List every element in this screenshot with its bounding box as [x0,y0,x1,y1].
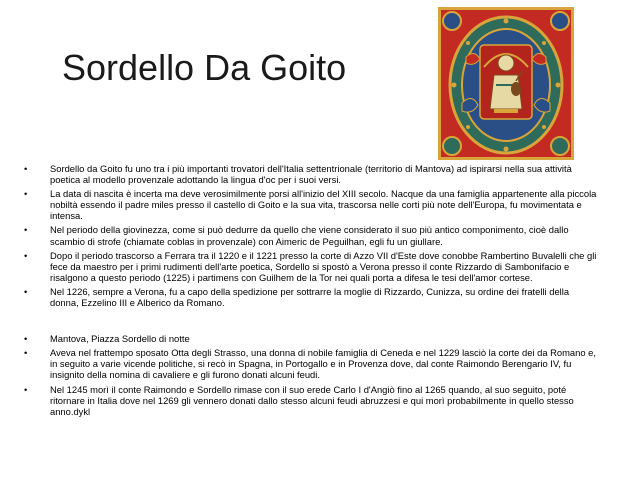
bullet-marker: • [24,188,28,200]
bullet-marker: • [24,249,28,261]
bullet-text: Aveva nel frattempo sposato Otta degli Strasso, una donna di nobile famiglia di Ceneda e nel 1229 lasciò la corte dei da Romano e, in seguito a varie vicende politiche, si recò in Spagna, in Portogallo e in Provenza dove, dal conte Raimondo Berengario IV, fu insignito della nomina di cavaliere e gli furono donati alcuni feudi. [50,347,597,381]
bullet-text: Nel periodo della giovinezza, come si può dedurre da quello che viene considerato il suo più antico componimento, cioè dallo scambio di strofe (chiamate coblas in provenzale) con Aimeric de Peguilhan, egli fu un giullare. [50,224,569,247]
bullet-list [24,163,598,420]
manuscript-miniature-image [438,7,574,160]
bullet-item [24,188,598,221]
bullet-marker: • [24,285,28,297]
bullet-text: Sordello da Goito fu uno tra i più importanti trovatori dell'Italia settentrionale (territorio di Mantova) ad ispirarsi nella sua attività poetica al modello provenzale adottando la lingua d'oc per i suoi versi. [50,163,572,186]
bullet-marker: • [24,383,28,395]
bullet-text: La data di nascita è incerta ma deve verosimilmente porsi all'inizio del XIII secolo. Nacque da una famiglia appartenente alla piccola nobiltà essendo il padre miles presso il castello di Goito e la sua vita, trascorsa nelle corti più note dell'Europa, fu movimentata e intensa. [50,188,597,222]
slide-title: Sordello Da Goito [62,47,347,88]
bullet-item [24,384,598,417]
bullet-marker: • [24,163,28,174]
bullet-text: Mantova, Piazza Sordello di notte [50,333,190,345]
bullet-item [24,333,598,344]
bullet-marker: • [24,347,28,359]
bullet-text: Nel 1245 morì il conte Raimondo e Sordello rimase con il suo erede Carlo I d'Angiò fino al 1265 quando, al suo seguito, poté ritornare in Italia dove nel 1269 gli vennero donati dallo stesso alcuni feudi abruzzesi e qui morì probabilmente in quello stesso anno.dykl [50,383,574,417]
bullet-item [24,250,598,283]
bullet-marker: • [24,333,28,345]
bullet-text: Dopo il periodo trascorso a Ferrara tra il 1220 e il 1221 presso la corte di Azzo VII d'Este dove conobbe Rambertino Buvalelli che gli fece da maestro per i primi rudimenti dell'arte poetica, Sordello si spostò a Verona presso il conte Rizzardo di Sambonifacio e risalgono a questo periodo (1225) i partimens con Guilhem de la Tor nei quali porta a difesa le tesi dell'amor cortese. [50,249,597,283]
bullet-marker: • [24,224,28,236]
bullet-item [24,163,598,185]
bullet-item [24,224,598,246]
bullet-item [24,347,598,380]
bullet-text: Nel 1226, sempre a Verona, fu a capo della spedizione per sottrarre la moglie di Rizzardo, Cunizza, su ordine dei fratelli della donna, Ezzelino III e Alberico da Romano. [50,285,570,309]
bullet-item [24,286,598,308]
